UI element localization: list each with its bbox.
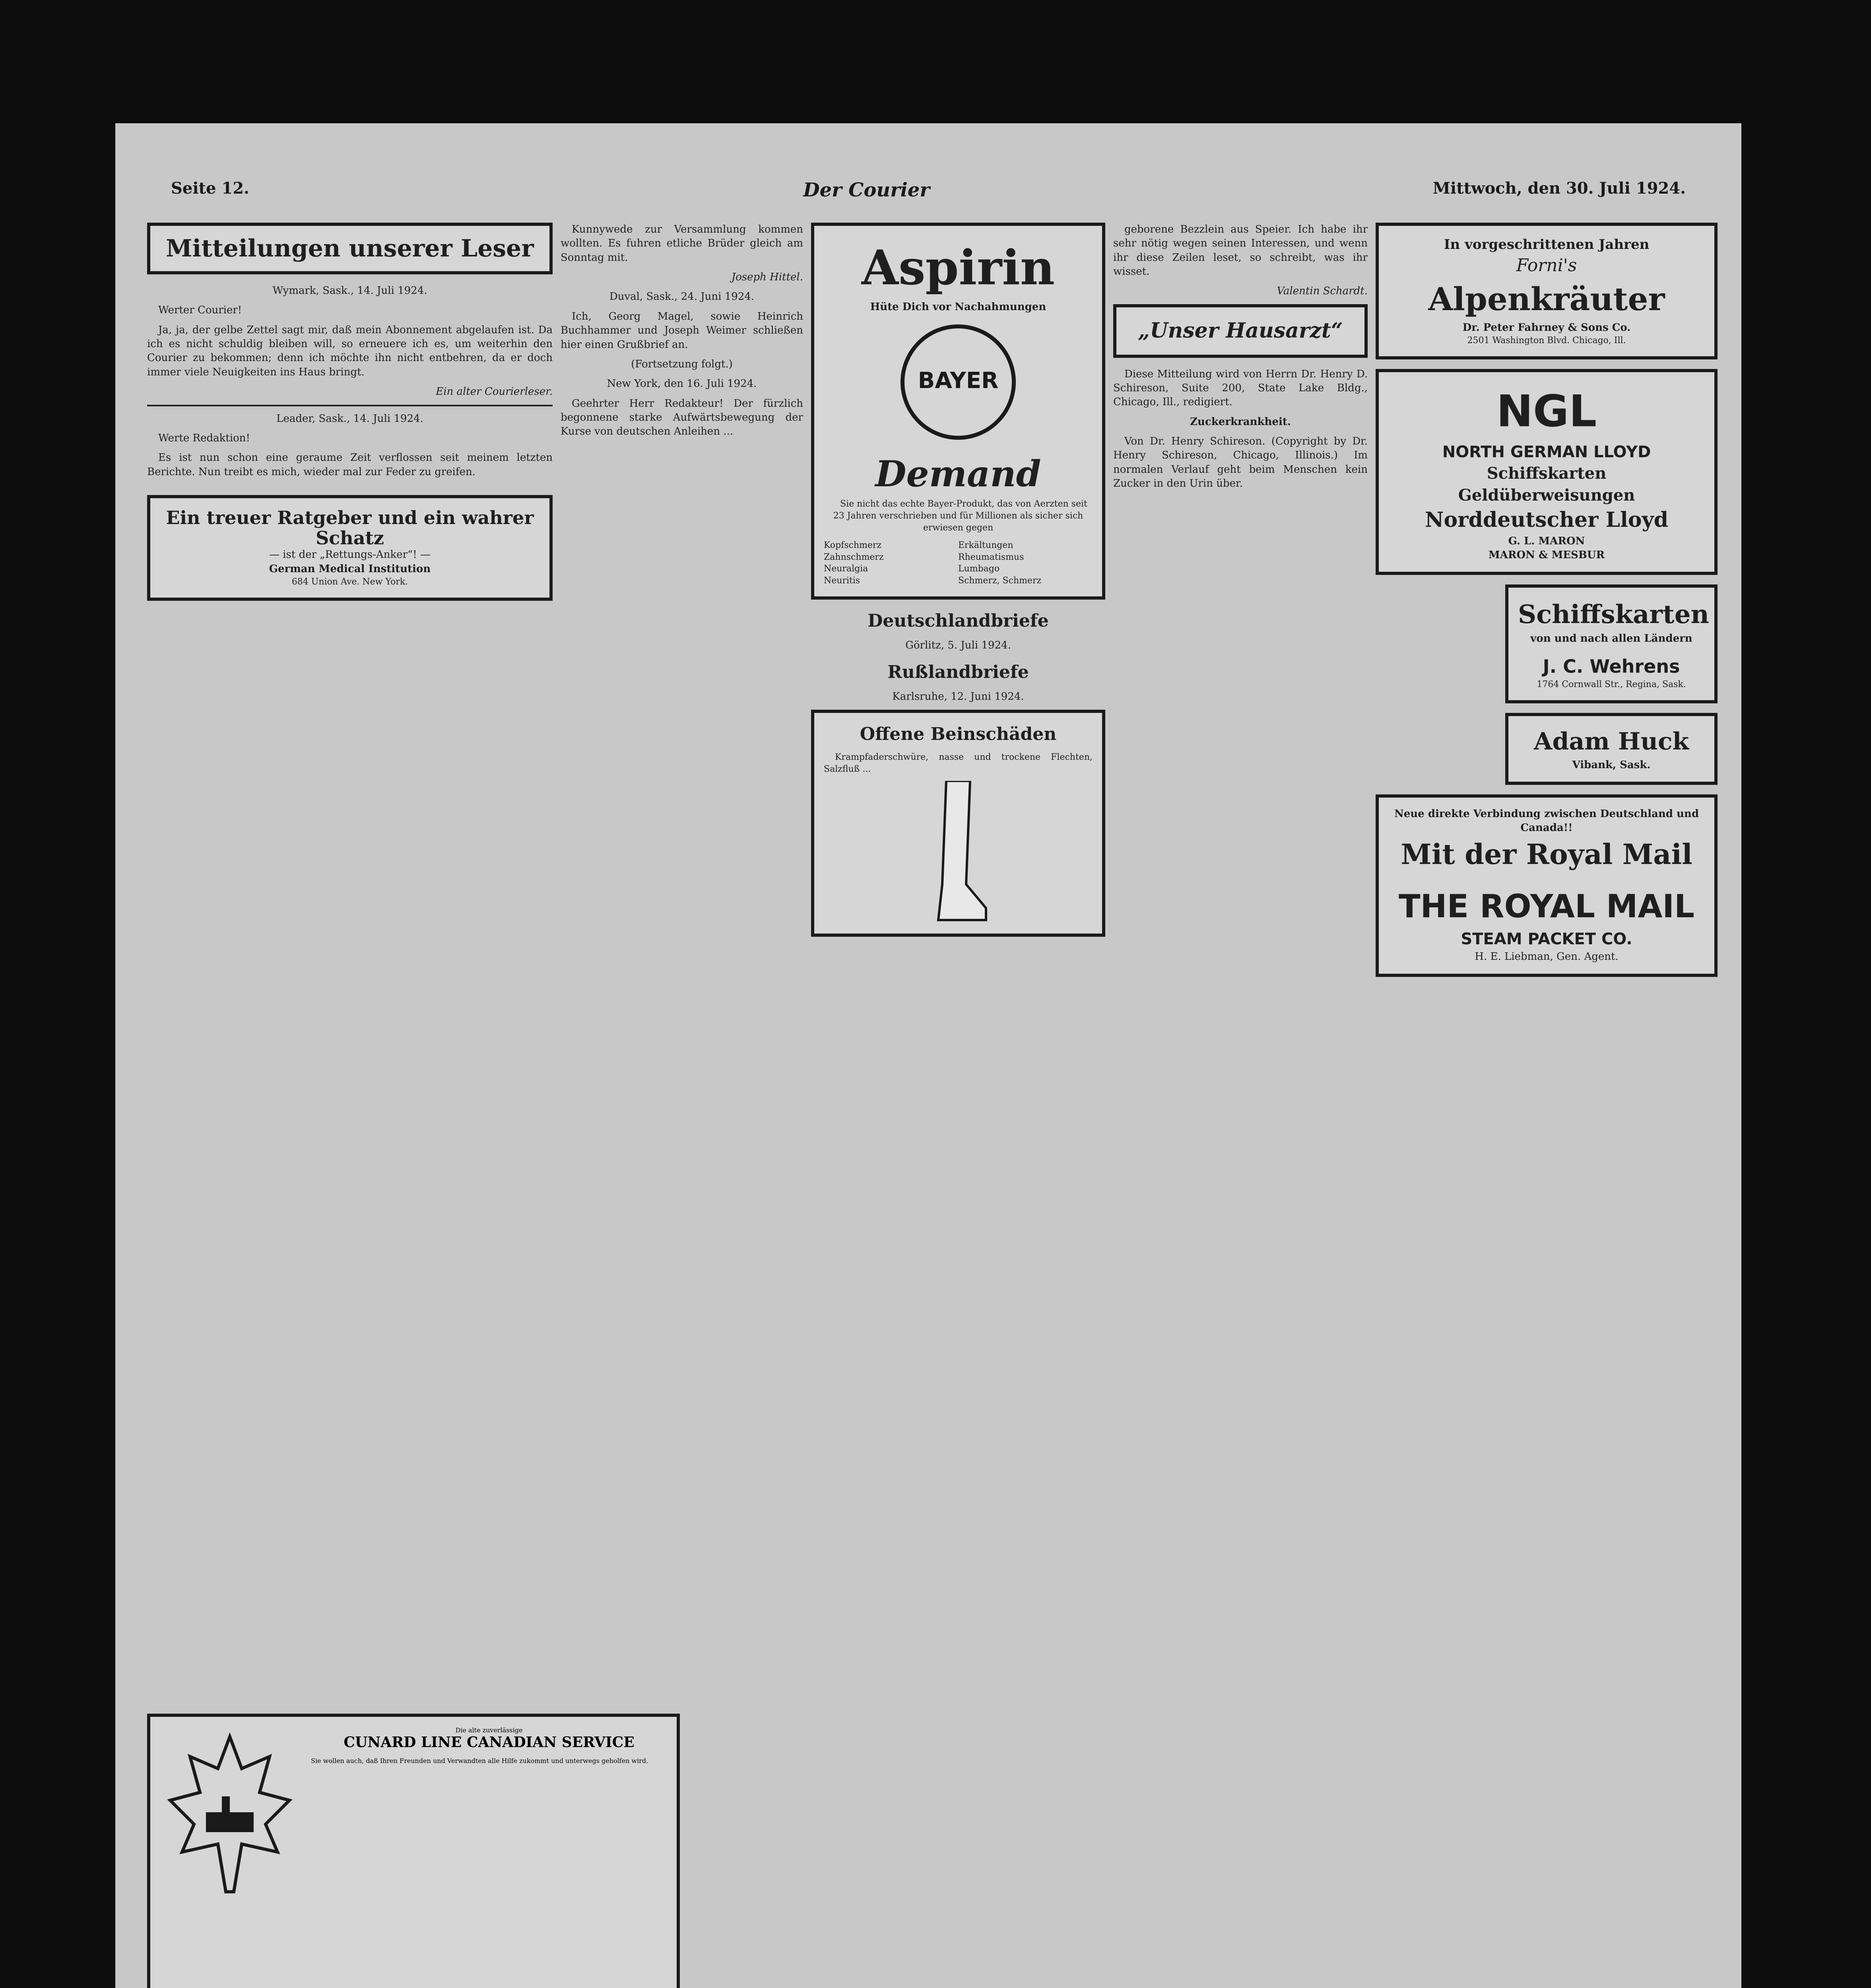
- newspaper-page: [115, 123, 1741, 1988]
- hausarzt-heading: „Unser Hausarzt“: [1138, 318, 1343, 343]
- ngl-name: NORTH GERMAN LLOYD: [1442, 443, 1651, 461]
- forni-top: In vorgeschrittenen Jahren: [1444, 237, 1650, 252]
- column-4: [1113, 223, 1368, 1988]
- ngl-firm: MARON & MESBUR: [1488, 549, 1605, 561]
- page-number: Seite 12.: [171, 179, 249, 198]
- readers-heading-box: [147, 223, 553, 274]
- wehrens-name: J. C. Wehrens: [1543, 655, 1680, 677]
- ad-forni: [1376, 223, 1718, 359]
- pain-item: Zahnschmerz: [824, 552, 884, 562]
- ad-beinschaeden: [811, 710, 1105, 937]
- issue-date: Mittwoch, den 30. Juli 1924.: [1432, 179, 1686, 198]
- pain-item: Schmerz, Schmerz: [958, 576, 1042, 586]
- zucker-heading: Zuckerkrankheit.: [1190, 415, 1291, 428]
- ngl-agent: G. L. MARON: [1508, 535, 1585, 547]
- letter1-salutation: Werter Courier!: [158, 304, 242, 316]
- pain-item: Kopfschmerz: [824, 540, 882, 550]
- ad-royal-mail: [1376, 794, 1718, 977]
- pain-item: Neuralgia: [824, 564, 868, 574]
- pain-item: Erkältungen: [958, 540, 1013, 550]
- ad-ratgeber-institution: German Medical Institution: [269, 563, 431, 575]
- aspirin-title: Aspirin: [861, 240, 1055, 296]
- cunard-title: CUNARD LINE CANADIAN SERVICE: [344, 1734, 635, 1751]
- newspaper-title: Der Courier: [803, 179, 930, 201]
- forni-brand: Alpenkräuter: [1428, 280, 1665, 318]
- col4-text1: geborene Bezzlein aus Speier. Ich habe ihr sehr nötig wegen seinen Interessen, und wenn ihr diese Zeilen leset, so schreibt, was ihr wisset.: [1113, 223, 1368, 278]
- ad-schiffskarten: [1505, 584, 1718, 703]
- ad-north-german-lloyd: [1376, 369, 1718, 575]
- pain-item: Neuritis: [824, 576, 860, 586]
- huck-place: Vibank, Sask.: [1572, 759, 1651, 771]
- column-5: [1376, 223, 1718, 1988]
- divider: [147, 405, 553, 406]
- leg-bandage-icon: [926, 781, 990, 924]
- letter1-body: Ja, ja, der gelbe Zettel sagt mir, daß mein Abonnement abgelaufen ist. Da ich es nicht schuldig bleiben will, so erneuere ich es, um weiterhin den Courier zu bekommen; denn ich möchte ihn nicht entbehren, da er doch immer viele Neuigkeiten ins Haus bringt.: [147, 324, 553, 378]
- pain-item: Lumbago: [958, 564, 1000, 574]
- aspirin-pain-list: [824, 540, 1093, 587]
- royal-name: THE ROYAL MAIL: [1398, 888, 1695, 925]
- ad-ratgeber-subtitle: — ist der „Rettungs-Anker“! —: [269, 549, 431, 561]
- bein-heading: Offene Beinschäden: [860, 724, 1057, 744]
- deutschland-dateline: Görlitz, 5. Juli 1924.: [905, 639, 1011, 652]
- col2-dateline2: Duval, Sask., 24. Juni 1924.: [609, 291, 755, 303]
- forni-address: 2501 Washington Blvd. Chicago, Ill.: [1467, 336, 1626, 346]
- col2-signature1: Joseph Hittel.: [731, 271, 803, 283]
- letter2-dateline: Leader, Sask., 14. Juli 1924.: [276, 412, 423, 425]
- hausarzt-text: Diese Mitteilung wird von Herrn Dr. Henry D. Schireson, Suite 200, State Lake Bldg., Chicago, Ill., redigiert.: [1113, 368, 1368, 408]
- ad-aspirin: [811, 223, 1105, 600]
- col2-dateline3: New York, den 16. Juli 1924.: [607, 378, 757, 390]
- royal-agent: H. E. Liebman, Gen. Agent.: [1475, 951, 1619, 963]
- ad-ratgeber: [147, 495, 553, 601]
- col2-text2: Ich, Georg Magel, sowie Heinrich Buchhammer und Joseph Weimer schließen hier einen Grußbrief an.: [561, 310, 803, 351]
- schiff-heading: Schiffskarten: [1518, 600, 1709, 630]
- schiff-subheading: von und nach allen Ländern: [1530, 633, 1692, 645]
- aspirin-subtitle: Hüte Dich vor Nachahmungen: [870, 301, 1046, 313]
- section-heading: Mitteilungen unserer Leser: [166, 235, 534, 262]
- cunard-subtitle: Die alte zuverlässige: [455, 1726, 523, 1734]
- royal-sub: STEAM PACKET CO.: [1461, 930, 1632, 948]
- aspirin-text: Sie nicht das echte Bayer-Produkt, das von Aerzten seit 23 Jahren verschrieben und für Millionen als sicher sich erwiesen gegen: [833, 499, 1087, 533]
- letter1-signature: Ein alter Courierleser.: [436, 386, 553, 398]
- column-3: [811, 223, 1105, 1988]
- ad-cunard: [147, 1714, 680, 1988]
- bein-text: Krampfaderschwüre, nasse und trockene Flechten, Salzfluß ...: [824, 752, 1093, 775]
- zucker-text: Von Dr. Henry Schireson. (Copyright by Dr. Henry Schireson, Chicago, Illinois.) Im normalen Verlauf geht beim Menschen kein Zucker in den Urin über.: [1113, 435, 1368, 490]
- bayer-cross-horizontal: BAYER: [918, 367, 999, 394]
- russland-dateline: Karlsruhe, 12. Juni 1924.: [892, 691, 1024, 703]
- ngl-money-transfer: Geldüberweisungen: [1458, 485, 1635, 505]
- letter1-dateline: Wymark, Sask., 14. Juli 1924.: [272, 285, 427, 297]
- ngl-agent-title: Norddeutscher Lloyd: [1425, 507, 1669, 532]
- ad-ratgeber-address: 684 Union Ave. New York.: [291, 577, 408, 587]
- hausarzt-box: [1113, 304, 1368, 358]
- maple-leaf-ship-icon: [166, 1733, 293, 1900]
- continuation-note: (Fortsetzung folgt.): [631, 358, 733, 370]
- royal-heading: Mit der Royal Mail: [1401, 837, 1692, 871]
- deutschland-heading: Deutschlandbriefe: [868, 611, 1049, 631]
- ad-ratgeber-title: Ein treuer Ratgeber und ein wahrer Schatz: [166, 507, 534, 549]
- aspirin-demand: Demand: [875, 452, 1041, 495]
- ad-adam-huck: [1505, 713, 1718, 785]
- cunard-text: Sie wollen auch, daß Ihren Freunden und Verwandten alle Hilfe zukommt und unterwegs geholfen wird.: [311, 1757, 648, 1765]
- ngl-logo: NGL: [1496, 386, 1597, 437]
- letter2-salutation: Werte Redaktion!: [158, 432, 250, 444]
- col2-text1: Kunnywede zur Versammlung kommen wollten. Es fuhren etliche Brüder gleich am Sonntag mit.: [561, 223, 803, 264]
- bayer-cross-icon: [899, 322, 1018, 442]
- forni-maker: Dr. Peter Fahrney & Sons Co.: [1462, 321, 1631, 334]
- wehrens-address: 1764 Cornwall Str., Regina, Sask.: [1537, 679, 1686, 690]
- huck-name: Adam Huck: [1533, 728, 1689, 756]
- letter2-body: Es ist nun schon eine geraume Zeit verflossen seit meinem letzten Berichte. Nun treibt es mich, wieder mal zur Feder zu greifen.: [147, 452, 553, 478]
- forni-name: Forni's: [1516, 255, 1577, 276]
- col2-text3: Geehrter Herr Redakteur! Der fürzlich begonnene starke Aufwärtsbewegung der Kurse von deutschen Anleihen ...: [561, 397, 803, 438]
- col4-signature: Valentin Schardt.: [1277, 285, 1368, 297]
- royal-top: Neue direkte Verbindung zwischen Deutschland und Canada!!: [1394, 808, 1699, 834]
- pain-item: Rheumatismus: [958, 552, 1024, 562]
- russland-heading: Rußlandbriefe: [887, 662, 1029, 683]
- ngl-ship-tickets: Schiffskarten: [1487, 464, 1607, 483]
